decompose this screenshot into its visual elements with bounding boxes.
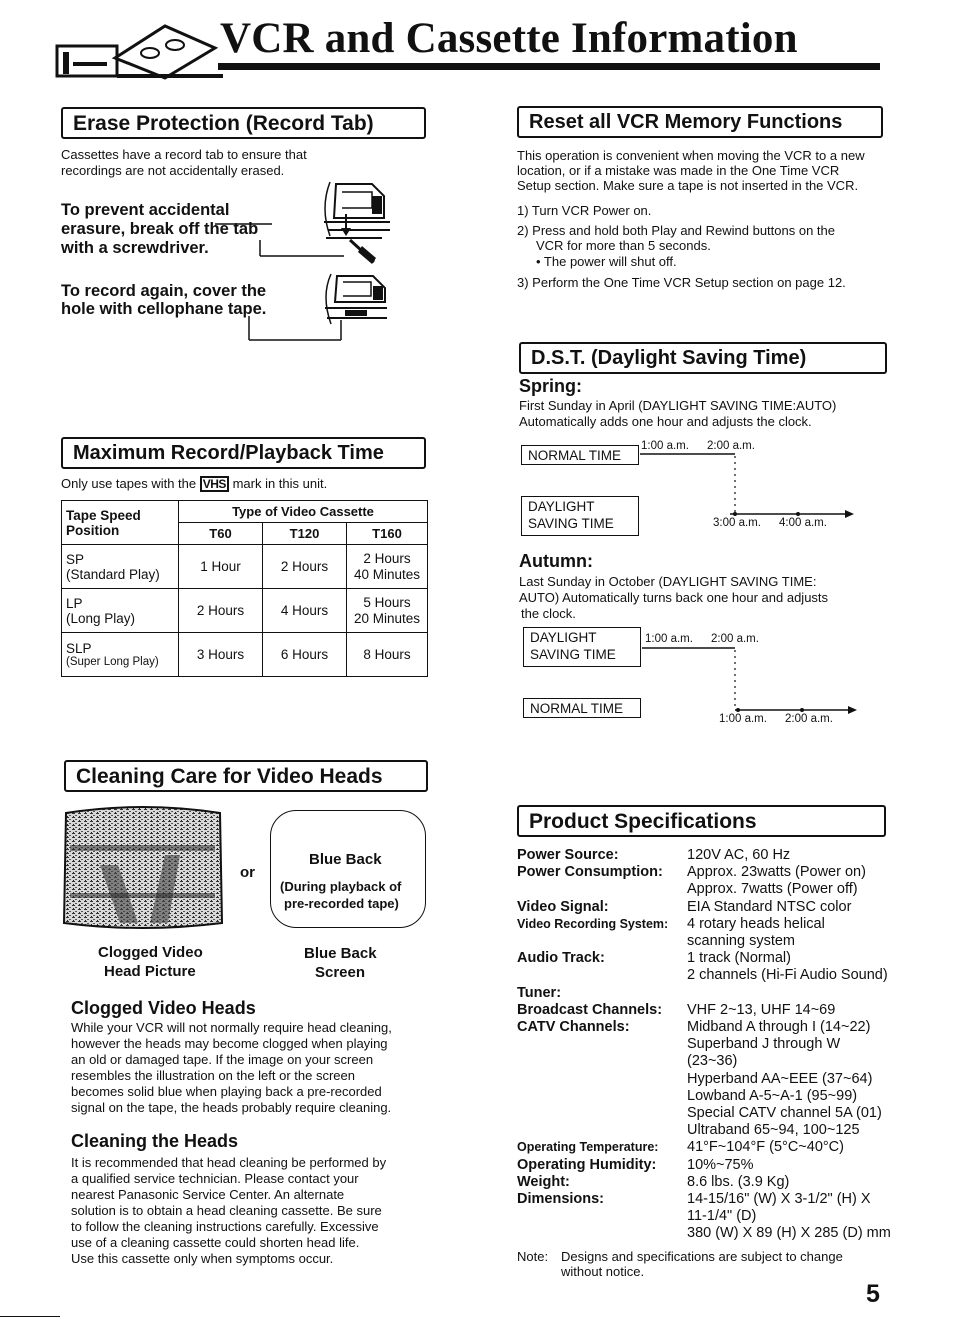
reset-intro-line1: This operation is convenient when moving the VCR to a new: [517, 148, 865, 163]
spec-value: Special CATV channel 5A (01): [687, 1105, 882, 1121]
spec-value: 41°F~104°F (5°C~40°C): [687, 1139, 844, 1156]
col-t120-header: T120: [263, 523, 347, 545]
spec-value: Hyperband AA~EEE (37~64): [687, 1070, 873, 1087]
spec-key: Video Recording System:: [517, 916, 669, 931]
spec-value: 120V AC, 60 Hz: [687, 847, 791, 863]
reset-heading: Reset all VCR Memory Functions: [517, 106, 883, 138]
heads-text: It is recommended that head cleaning be performed by a qualified service technician. Please contact your nearest Panasonic Service Center. An alternate solution is to obtain a head cleaning cassette. Be sure to follow the cleaning instructions carefully. Excessive use of a cleaning cassette could shorten head life. Use this cassette only when symptoms occur.: [71, 1155, 387, 1266]
caption-clogged-line2: Head Picture: [104, 963, 196, 980]
reset-step2-line2: VCR for more than 5 seconds.: [536, 238, 711, 253]
clogged-picture-icon: [60, 805, 225, 930]
spec-key: Power Consumption:: [517, 864, 663, 881]
during-playback-line1: (During playback of: [280, 879, 402, 894]
cassette-tab-break-icon: [212, 178, 392, 268]
tape-time-table: [61, 500, 428, 677]
spring-daylight-box: DAYLIGHT SAVING TIME: [521, 496, 639, 536]
spec-key: Broadcast Channels:: [517, 1001, 663, 1018]
spec-key: Dimensions:: [517, 1191, 605, 1207]
spring-line2: Automatically adds one hour and adjusts the clock.: [519, 414, 812, 429]
vhs-logo-icon: VHS: [200, 476, 229, 492]
spec-value: Midband A through I (14~22): [687, 1019, 871, 1035]
col-type-header: Type of Video Cassette: [179, 501, 428, 523]
spec-key: CATV Channels:: [517, 1019, 630, 1035]
bottom-rule: [0, 1316, 60, 1317]
reset-step3: 3) Perform the One Time VCR Setup section on page 12.: [517, 275, 846, 290]
autumn-normal-time-box: NORMAL TIME: [523, 698, 641, 718]
spec-key: Video Signal:: [517, 898, 609, 915]
reset-intro-line2: location, or if a mistake was made in the One Time VCR: [517, 163, 840, 178]
spring-time-top-1: 1:00 a.m.: [641, 440, 689, 452]
spec-key: Tuner:: [517, 984, 562, 1001]
heads-heading: Cleaning the Heads: [71, 1131, 239, 1151]
col-speed-header: Tape Speed Position: [62, 501, 179, 545]
spec-value: scanning system: [687, 933, 795, 949]
page-title: VCR and Cassette Information: [220, 15, 798, 62]
cassette-tape-cover-icon: [245, 268, 395, 344]
page-number: 5: [866, 1280, 880, 1308]
spec-value: 4 rotary heads helical: [687, 915, 825, 932]
spec-value: 8.6 lbs. (3.9 Kg): [687, 1173, 790, 1190]
maxrec-intro-post: mark in this unit.: [232, 476, 328, 491]
title-rule: [218, 63, 880, 70]
spec-key: Operating Temperature:: [517, 1140, 659, 1155]
spec-value: (23~36): [687, 1053, 738, 1070]
spec-key: Power Source:: [517, 847, 619, 863]
spec-value: 14-15/16" (W) X 3-1/2" (H) X: [687, 1191, 871, 1207]
spec-value: Superband J through W: [687, 1036, 841, 1053]
col-t60-header: T60: [179, 523, 263, 545]
spec-key: Operating Humidity:: [517, 1156, 657, 1173]
blue-back-label: Blue Back: [309, 851, 382, 868]
spec-value: VHF 2~13, UHF 14~69: [687, 1001, 836, 1018]
spring-time-bot-2: 4:00 a.m.: [779, 517, 827, 529]
spring-line1: First Sunday in April (DAYLIGHT SAVING TIME:AUTO): [519, 398, 837, 413]
maxrec-intro: [61, 476, 327, 492]
table-row: SLP (Super Long Play) 3 Hours 6 Hours 8 Hours: [62, 633, 428, 677]
autumn-time-top-2: 2:00 a.m.: [711, 633, 759, 645]
autumn-line3: the clock.: [521, 606, 576, 621]
autumn-time-top-1: 1:00 a.m.: [645, 633, 693, 645]
autumn-label: Autumn:: [519, 551, 593, 571]
spec-value: Approx. 23watts (Power on): [687, 864, 866, 881]
clogged-text: While your VCR will not normally require head cleaning, however the heads may become clogged when playing an old or damaged tape. If the image on your screen resembles the illustration on the left or the screen becomes solid blue when playing back a pre-recorded signal on the tape, the heads probably require cleaning.: [71, 1020, 392, 1115]
spec-value: 1 track (Normal): [687, 950, 791, 967]
reset-step2-line1: 2) Press and hold both Play and Rewind buttons on the: [517, 223, 835, 238]
reset-intro-line3: Setup section. Make sure a tape is not inserted in the VCR.: [517, 178, 859, 193]
cleaning-heading: Cleaning Care for Video Heads: [64, 760, 428, 792]
erase-record-line1: To record again, cover the: [61, 282, 267, 300]
spec-key: Weight:: [517, 1173, 570, 1190]
spec-key: Audio Track:: [517, 950, 605, 967]
erase-prevent-line3: with a screwdriver.: [61, 239, 209, 257]
table-row: LP (Long Play) 2 Hours 4 Hours 5 Hours 20 Minutes: [62, 589, 428, 633]
note-line2: without notice.: [561, 1264, 645, 1279]
maxrec-heading: Maximum Record/Playback Time: [61, 437, 426, 469]
autumn-line1: Last Sunday in October (DAYLIGHT SAVING TIME:: [519, 574, 817, 589]
or-label: or: [240, 864, 255, 881]
clogged-heading: Clogged Video Heads: [71, 998, 256, 1018]
note-line1: Designs and specifications are subject to change: [561, 1249, 843, 1264]
table-row: SP (Standard Play) 1 Hour 2 Hours 2 Hours 40 Minutes: [62, 545, 428, 589]
erase-prevent-line2: erasure, break off the tab: [61, 220, 259, 238]
note-label: Note:: [517, 1249, 549, 1264]
erase-heading: Erase Protection (Record Tab): [61, 107, 426, 139]
autumn-timeline-diagram: [630, 640, 860, 720]
autumn-daylight-box: DAYLIGHT SAVING TIME: [523, 627, 641, 667]
reset-step2-line3: • The power will shut off.: [536, 254, 677, 269]
specs-list: [517, 847, 917, 1247]
autumn-time-bot-1: 1:00 a.m.: [719, 713, 767, 725]
autumn-time-bot-2: 2:00 a.m.: [785, 713, 833, 725]
spec-value: EIA Standard NTSC color: [687, 898, 852, 915]
spec-value: 380 (W) X 89 (H) X 285 (D) mm: [687, 1225, 891, 1242]
vcr-cassette-logo-icon: [55, 18, 225, 80]
reset-step1: 1) Turn VCR Power on.: [517, 203, 652, 218]
caption-blue-line2: Screen: [315, 964, 366, 981]
caption-blue-line1: Blue Back: [304, 945, 377, 962]
spec-value: 11-1/4" (D): [687, 1208, 757, 1225]
col-t160-header: T160: [347, 523, 428, 545]
erase-intro: Cassettes have a record tab to ensure that recordings are not accidentally erased.: [61, 147, 307, 178]
dst-heading: D.S.T. (Daylight Saving Time): [519, 342, 887, 374]
spring-label: Spring:: [519, 376, 582, 396]
during-playback-line2: pre-recorded tape): [284, 896, 399, 911]
maxrec-intro-pre: Only use tapes with the: [61, 476, 197, 491]
erase-prevent-line1: To prevent accidental: [61, 201, 230, 219]
autumn-line2: AUTO) Automatically turns back one hour and adjusts: [519, 590, 829, 605]
spring-time-top-2: 2:00 a.m.: [707, 440, 755, 452]
spec-value: Approx. 7watts (Power off): [687, 881, 858, 898]
spec-value: 10%~75%: [687, 1156, 754, 1173]
spec-value: Ultraband 65~94, 100~125: [687, 1122, 860, 1139]
spring-time-bot-1: 3:00 a.m.: [713, 517, 761, 529]
specs-heading: Product Specifications: [517, 805, 886, 837]
erase-record-line2: hole with cellophane tape.: [61, 300, 267, 318]
spring-timeline-diagram: [630, 450, 860, 530]
spec-value: Lowband A-5~A-1 (95~99): [687, 1087, 858, 1104]
caption-clogged-line1: Clogged Video: [98, 944, 203, 961]
spec-value: 2 channels (Hi-Fi Audio Sound): [687, 967, 888, 984]
spring-normal-time-box: NORMAL TIME: [521, 445, 639, 465]
